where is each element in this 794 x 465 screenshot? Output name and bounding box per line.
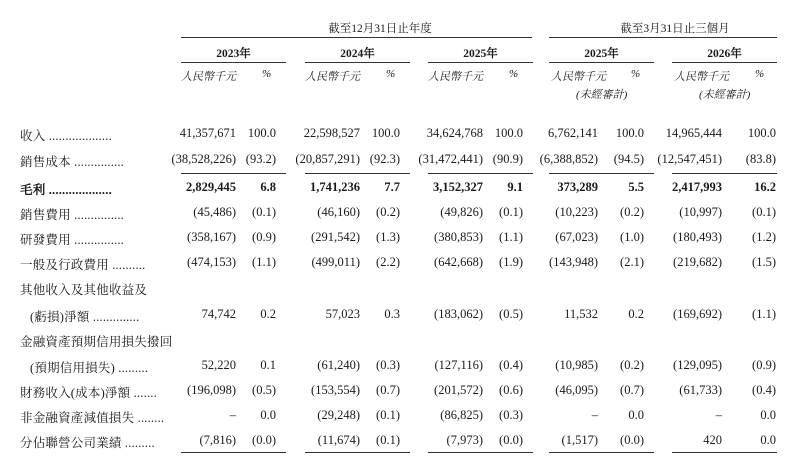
cell-2026-q1-amount: 2,417,993	[672, 180, 722, 194]
cell-2025-fy-pct: (0.5)	[499, 307, 523, 321]
cell-2025-fy-amount: (380,853)	[434, 230, 483, 244]
cell-2025-fy-amount: 34,624,768	[426, 126, 483, 140]
unit-pct-2025-fy: %	[509, 68, 519, 80]
header-q1-group: 截至3月31日止三個月	[620, 23, 730, 35]
row-label	[20, 126, 112, 144]
subtotal-rule-2	[428, 173, 533, 174]
bottom-rule-2	[428, 452, 533, 453]
cell-2023-amount: –	[229, 408, 236, 422]
cell-2024-pct: (0.1)	[376, 408, 400, 422]
cell-2023-pct: 0.1	[260, 358, 276, 372]
row-leader-dots: ........	[134, 411, 165, 425]
year-header-2024: 2024年	[340, 48, 375, 60]
cell-2024-amount: (29,248)	[317, 408, 360, 422]
cell-2024-amount: (11,674)	[317, 433, 360, 447]
cell-2024-amount: (46,160)	[317, 205, 360, 219]
cell-2024-pct: 100.0	[371, 126, 400, 140]
row-label-text: 銷售成本	[20, 155, 71, 169]
row-label-text: 收入	[20, 129, 46, 143]
unit-rmb-2024: 人民幣千元	[305, 71, 360, 83]
cell-2025-q1-amount: (10,223)	[555, 205, 598, 219]
cell-2025-fy-pct: (90.9)	[492, 152, 523, 166]
subtotal-rule-3	[549, 173, 654, 174]
bottom-rule-3	[549, 452, 654, 453]
unit-rmb-2025-q1: 人民幣千元	[551, 71, 606, 83]
year-header-2023: 2023年	[216, 48, 251, 60]
cell-2024-pct: (0.7)	[376, 383, 400, 397]
cell-2023-amount: (45,486)	[193, 205, 236, 219]
row-label-text: 毛利	[20, 183, 46, 197]
unit-pct-2024: %	[386, 68, 396, 80]
cell-2026-q1-pct: (83.8)	[745, 152, 776, 166]
cell-2025-q1-pct: 5.5	[628, 180, 644, 194]
cell-2025-fy-amount: (86,825)	[440, 408, 483, 422]
row-label-text: 銷售費用	[20, 208, 71, 222]
cell-2025-q1-amount: (1,517)	[561, 433, 598, 447]
unit-unaudited-2025-q1: (未經審計)	[576, 89, 628, 101]
cell-2025-q1-amount: (143,948)	[549, 255, 598, 269]
cell-2023-pct: (0.9)	[252, 230, 276, 244]
cell-2025-q1-pct: (0.2)	[620, 205, 644, 219]
cell-2025-fy-amount: (183,062)	[434, 307, 483, 321]
cell-2023-amount: (474,153)	[187, 255, 236, 269]
cell-2026-q1-pct: (1.1)	[752, 307, 776, 321]
cell-2023-amount: (7,816)	[199, 433, 236, 447]
year-rule-2024	[305, 62, 410, 63]
cell-2026-q1-amount: (129,095)	[673, 358, 722, 372]
year-header-2025-fy: 2025年	[463, 48, 498, 60]
cell-2026-q1-pct: 0.0	[760, 408, 776, 422]
unit-rmb-2025-fy: 人民幣千元	[428, 71, 483, 83]
cell-2023-pct: 6.8	[260, 180, 276, 194]
bottom-rule-0	[181, 452, 286, 453]
cell-2025-q1-amount: (6,388,852)	[539, 152, 598, 166]
cell-2025-fy-pct: (1.9)	[499, 255, 523, 269]
cell-2024-amount: (153,554)	[311, 383, 360, 397]
cell-2024-pct: 0.3	[384, 307, 400, 321]
cell-2026-q1-amount: (180,493)	[673, 230, 722, 244]
cell-2026-q1-pct: 16.2	[754, 180, 776, 194]
cell-2024-amount: (20,857,291)	[295, 152, 360, 166]
cell-2025-fy-pct: (1.1)	[499, 230, 523, 244]
cell-2024-pct: (0.1)	[376, 433, 400, 447]
cell-2024-amount: (291,542)	[311, 230, 360, 244]
cell-2025-fy-amount: 3,152,327	[433, 180, 483, 194]
cell-2025-q1-pct: (94.5)	[613, 152, 644, 166]
cell-2025-fy-pct: (0.6)	[499, 383, 523, 397]
bottom-rule-1	[305, 452, 410, 453]
cell-2026-q1-amount: (219,682)	[673, 255, 722, 269]
row-leader-dots: ...............	[70, 155, 125, 169]
row-leader-dots: ...................	[45, 129, 112, 143]
cell-2025-fy-pct: 100.0	[494, 126, 523, 140]
row-leader-dots: ..............	[89, 310, 140, 324]
cell-2025-fy-pct: (0.0)	[499, 433, 523, 447]
unit-pct-2025-q1: %	[631, 68, 641, 80]
cell-2026-q1-amount: (169,692)	[673, 307, 722, 321]
row-leader-dots: ...................	[45, 183, 112, 197]
cell-2023-amount: (196,098)	[187, 383, 236, 397]
subtotal-rule-0	[181, 173, 286, 174]
row-label-text: 一般及行政費用	[20, 258, 109, 272]
unit-rmb-2026-q1: 人民幣千元	[674, 71, 729, 83]
row-leader-dots: ..........	[108, 258, 146, 272]
row-label-text: 研發費用	[20, 233, 71, 247]
bottom-rule-4	[672, 452, 777, 453]
year-rule-2023	[181, 62, 286, 63]
year-rule-2025-q1	[549, 62, 654, 63]
cell-2026-q1-pct: (1.2)	[752, 230, 776, 244]
header-fy-rule	[181, 37, 532, 38]
cell-2023-pct: (0.5)	[252, 383, 276, 397]
cell-2025-q1-amount: 373,289	[557, 180, 598, 194]
cell-2024-amount: (499,011)	[311, 255, 360, 269]
cell-2025-fy-amount: (49,826)	[440, 205, 483, 219]
cell-2025-q1-pct: (0.2)	[620, 358, 644, 372]
cell-2024-amount: (61,240)	[317, 358, 360, 372]
cell-2026-q1-pct: (0.4)	[752, 383, 776, 397]
cell-2025-q1-pct: (0.0)	[620, 433, 644, 447]
cell-2025-fy-amount: (7,973)	[446, 433, 483, 447]
cell-2026-q1-pct: (0.1)	[752, 205, 776, 219]
cell-2024-pct: 7.7	[384, 180, 400, 194]
row-label	[20, 205, 124, 223]
cell-2025-q1-amount: 6,762,141	[548, 126, 598, 140]
row-label	[30, 307, 139, 325]
cell-2024-pct: (0.2)	[376, 205, 400, 219]
cell-2025-q1-pct: (2.1)	[620, 255, 644, 269]
cell-2023-pct: 0.0	[260, 408, 276, 422]
row-leader-dots: ...............	[70, 233, 125, 247]
row-label	[20, 332, 172, 350]
cell-2026-q1-amount: (12,547,451)	[657, 152, 722, 166]
row-label	[20, 280, 147, 298]
cell-2025-q1-amount: –	[591, 408, 598, 422]
row-label-text: 其他收入及其他收益及	[20, 283, 148, 297]
cell-2024-amount: 1,741,236	[310, 180, 360, 194]
cell-2024-pct: (0.3)	[376, 358, 400, 372]
cell-2025-q1-amount: 11,532	[564, 307, 598, 321]
cell-2023-amount: (38,528,226)	[171, 152, 236, 166]
cell-2026-q1-amount: 14,965,444	[665, 126, 722, 140]
cell-2023-amount: 52,220	[201, 358, 236, 372]
unit-pct-2023: %	[262, 68, 272, 80]
cell-2023-pct: (93.2)	[245, 152, 276, 166]
row-label	[20, 152, 124, 170]
cell-2025-fy-amount: (127,116)	[434, 358, 483, 372]
cell-2023-pct: (0.1)	[252, 205, 276, 219]
cell-2023-pct: 0.2	[260, 307, 276, 321]
row-label-text: (虧損)淨額	[30, 310, 90, 324]
cell-2026-q1-amount: (10,997)	[679, 205, 722, 219]
row-leader-dots: .........	[121, 436, 155, 450]
year-header-2026-q1: 2026年	[707, 48, 742, 60]
cell-2023-pct: (0.0)	[252, 433, 276, 447]
cell-2023-amount: 41,357,671	[179, 126, 236, 140]
unit-rmb-2023: 人民幣千元	[181, 71, 236, 83]
cell-2025-fy-amount: (201,572)	[434, 383, 483, 397]
row-leader-dots: .......	[130, 386, 157, 400]
cell-2025-q1-pct: 0.2	[628, 307, 644, 321]
cell-2025-q1-amount: (46,095)	[555, 383, 598, 397]
year-rule-2025-fy	[428, 62, 533, 63]
cell-2023-amount: (358,167)	[187, 230, 236, 244]
cell-2025-fy-pct: (0.1)	[499, 205, 523, 219]
cell-2026-q1-amount: (61,733)	[679, 383, 722, 397]
row-label-text: 金融資產預期信用損失撥回	[20, 335, 173, 349]
cell-2025-q1-pct: (1.0)	[620, 230, 644, 244]
row-label-text: 財務收入(成本)淨額	[20, 386, 131, 400]
row-label-text: (預期信用損失)	[30, 361, 115, 375]
subtotal-rule-4	[672, 173, 777, 174]
cell-2023-amount: 74,742	[201, 307, 236, 321]
cell-2025-q1-pct: 100.0	[615, 126, 644, 140]
cell-2024-pct: (92.3)	[369, 152, 400, 166]
cell-2024-amount: 22,598,527	[303, 126, 360, 140]
header-fy-group: 截至12月31日止年度	[328, 23, 432, 35]
row-leader-dots: .........	[114, 361, 149, 375]
cell-2024-pct: (1.3)	[376, 230, 400, 244]
cell-2025-fy-pct: (0.3)	[499, 408, 523, 422]
cell-2023-pct: 100.0	[247, 126, 276, 140]
cell-2024-pct: (2.2)	[376, 255, 400, 269]
cell-2023-amount: 2,829,445	[186, 180, 236, 194]
year-header-2025-q1: 2025年	[584, 48, 619, 60]
header-q1-rule	[549, 37, 777, 38]
cell-2025-q1-pct: (0.7)	[620, 383, 644, 397]
cell-2025-fy-pct: (0.4)	[499, 358, 523, 372]
cell-2026-q1-amount: 420	[703, 433, 722, 447]
cell-2026-q1-pct: (1.5)	[752, 255, 776, 269]
row-label	[20, 230, 124, 248]
cell-2025-q1-amount: (10,985)	[555, 358, 598, 372]
row-label	[20, 180, 112, 198]
cell-2026-q1-pct: (0.9)	[752, 358, 776, 372]
cell-2026-q1-pct: 0.0	[760, 433, 776, 447]
cell-2026-q1-amount: –	[715, 408, 722, 422]
subtotal-rule-1	[305, 173, 410, 174]
row-label-text: 分佔聯營公司業績	[20, 436, 122, 450]
year-rule-2026-q1	[672, 62, 777, 63]
row-label-text: 非金融資產減值損失	[20, 411, 135, 425]
unit-pct-2026-q1: %	[755, 68, 765, 80]
cell-2025-q1-amount: (67,023)	[555, 230, 598, 244]
cell-2023-pct: (1.1)	[252, 255, 276, 269]
cell-2024-amount: 57,023	[325, 307, 360, 321]
cell-2025-fy-amount: (642,668)	[434, 255, 483, 269]
cell-2025-q1-pct: 0.0	[628, 408, 644, 422]
cell-2026-q1-pct: 100.0	[747, 126, 776, 140]
row-leader-dots: ...............	[70, 208, 125, 222]
cell-2025-fy-amount: (31,472,441)	[418, 152, 483, 166]
unit-unaudited-2026-q1: (未經審計)	[699, 89, 751, 101]
cell-2025-fy-pct: 9.1	[507, 180, 523, 194]
